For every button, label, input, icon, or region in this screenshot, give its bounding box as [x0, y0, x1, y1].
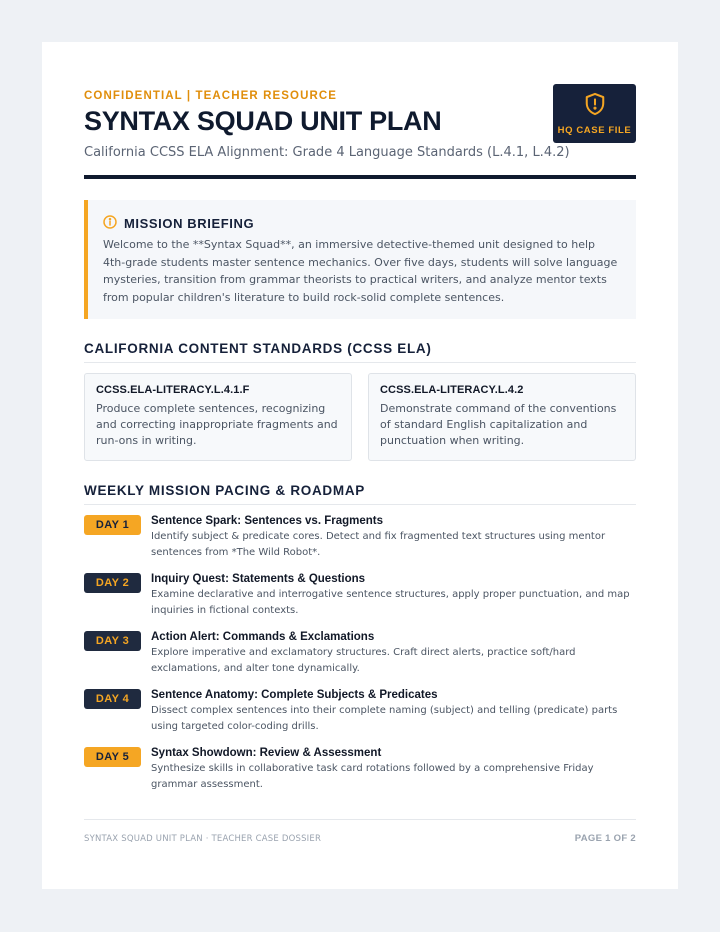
- badge-label: HQ CASE FILE: [557, 124, 632, 136]
- day-badge: DAY 3: [84, 631, 141, 651]
- day-body: [151, 687, 636, 735]
- day-badge: DAY 4: [84, 689, 141, 709]
- footer-divider: [84, 819, 636, 820]
- day-title: Syntax Showdown: Review & Assessment: [151, 747, 382, 759]
- mission-briefing-callout: [84, 200, 636, 319]
- shield-alert-icon: [584, 92, 606, 125]
- briefing-header: [103, 214, 618, 232]
- day-roadmap: [84, 513, 636, 803]
- day-body: [151, 745, 636, 793]
- day-badge: DAY 2: [84, 573, 141, 593]
- briefing-text: Welcome to the **Syntax Squad**, an immersive detective-themed unit designed to help 4th-grade students master sentence mechanics. Over five days, students will solve language mysteries, transition from grammar theorists to practical writers, and analyze mentor texts from popular children's literature to build rock-solid complete sentences.: [103, 238, 618, 304]
- day-badge: DAY 1: [84, 515, 141, 535]
- day-title: Inquiry Quest: Statements & Questions: [151, 573, 366, 585]
- page-subtitle: California CCSS ELA Alignment: Grade 4 Language Standards (L.4.1, L.4.2): [84, 145, 570, 160]
- day-row: [84, 745, 636, 803]
- day-row: [84, 571, 636, 629]
- standards-cards: [84, 373, 636, 461]
- confidential-eyebrow: CONFIDENTIAL | TEACHER RESOURCE: [84, 90, 338, 102]
- page-content: [84, 42, 636, 889]
- briefing-title: MISSION BRIEFING: [124, 215, 255, 231]
- header-divider: [84, 175, 636, 179]
- day-badge: DAY 5: [84, 747, 141, 767]
- standard-card: [84, 373, 352, 461]
- day-description: Explore imperative and exclamatory structures. Craft direct alerts, practice soft/hard exclamations, and alter tone dynamically.: [151, 647, 576, 674]
- day-description: Dissect complex sentences into their complete naming (subject) and telling (predicate) parts using targeted color-coding drills.: [151, 705, 618, 732]
- day-body: [151, 629, 636, 677]
- page-title: SYNTAX SQUAD UNIT PLAN: [84, 106, 442, 136]
- standard-card: [368, 373, 636, 461]
- pacing-heading: WEEKLY MISSION PACING & ROADMAP: [84, 483, 636, 505]
- day-description: Examine declarative and interrogative sentence structures, apply proper punctuation, and map inquiries in fictional contexts.: [151, 589, 630, 616]
- standard-code: CCSS.ELA-LITERACY.L.4.2: [380, 384, 524, 396]
- day-title: Sentence Spark: Sentences vs. Fragments: [151, 515, 384, 527]
- standard-description: Produce complete sentences, recognizing and correcting inappropriate fragments and run-ons in writing.: [96, 402, 338, 447]
- standard-code: CCSS.ELA-LITERACY.L.4.1.F: [96, 384, 250, 396]
- day-body: [151, 513, 636, 561]
- document-page: [42, 42, 678, 889]
- day-row: [84, 687, 636, 745]
- day-row: [84, 629, 636, 687]
- hq-case-file-badge: [553, 84, 636, 143]
- footer-document-label: SYNTAX SQUAD UNIT PLAN · TEACHER CASE DOSSIER: [84, 834, 322, 844]
- standard-description: Demonstrate command of the conventions of standard English capitalization and punctuation when writing.: [380, 402, 617, 447]
- day-title: Action Alert: Commands & Exclamations: [151, 631, 375, 643]
- standards-heading: CALIFORNIA CONTENT STANDARDS (CCSS ELA): [84, 341, 636, 363]
- day-description: Synthesize skills in collaborative task card rotations followed by a comprehensive Friday grammar assessment.: [151, 763, 594, 790]
- info-circle-icon: [103, 214, 124, 233]
- page-number: PAGE 1 OF 2: [574, 833, 636, 844]
- day-body: [151, 571, 636, 619]
- day-row: [84, 513, 636, 571]
- day-description: Identify subject & predicate cores. Detect and fix fragmented text structures using mentor sentences from *The Wild Robot*.: [151, 531, 606, 558]
- day-title: Sentence Anatomy: Complete Subjects & Predicates: [151, 689, 438, 701]
